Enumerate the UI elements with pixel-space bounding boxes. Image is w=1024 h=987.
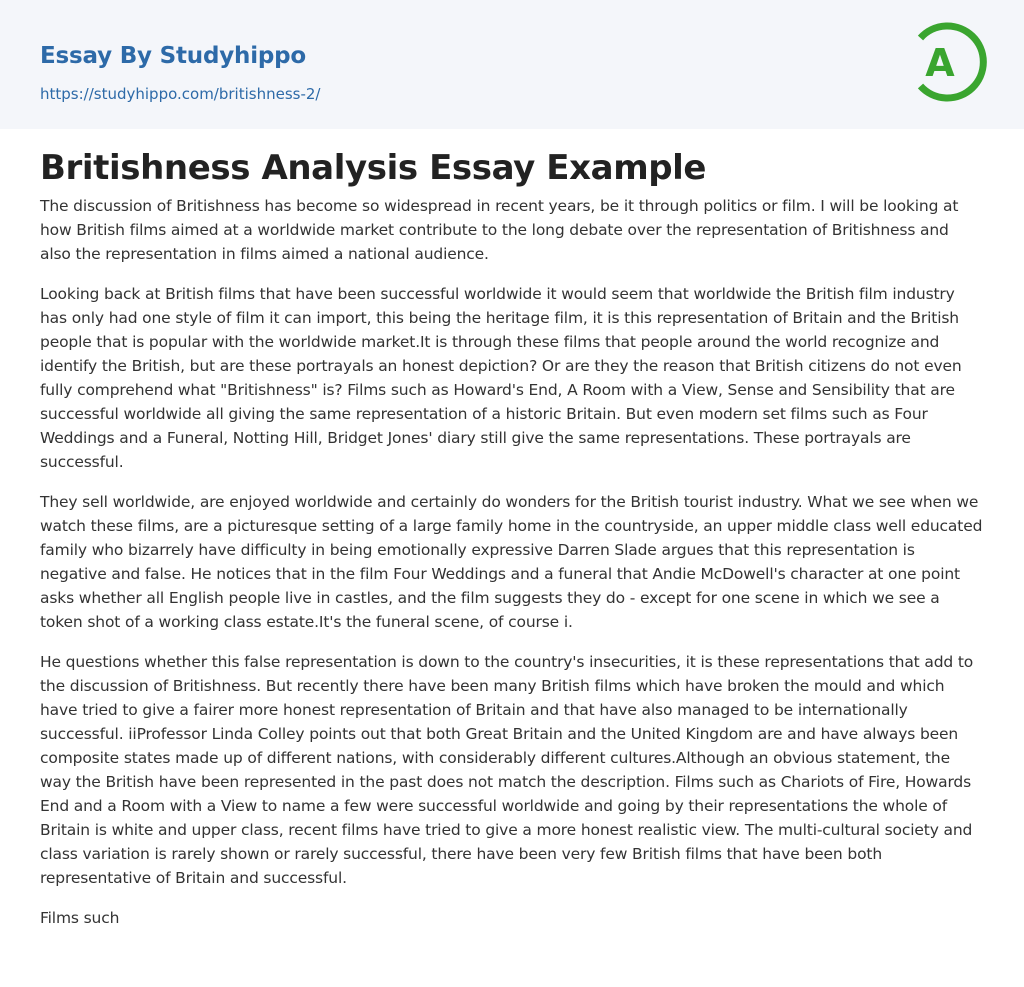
essay-paragraph: Films such — [40, 909, 120, 927]
essay-body — [40, 194, 984, 946]
site-brand[interactable]: Essay By Studyhippo — [40, 43, 307, 69]
essay-paragraph: The discussion of Britishness has become so widespread in recent years, be it through politics or film. I will be looking at how British films aimed at a worldwide market contribute to the long debate over the representation of Britishness and also the representation in films aimed a national audience. — [40, 197, 959, 263]
site-header — [0, 0, 1024, 129]
essay-url-link[interactable]: https://studyhippo.com/britishness-2/ — [40, 85, 321, 103]
essay-paragraph: Looking back at British films that have been successful worldwide it would seem that worldwide the British film industry has only had one style of film it can import, this being the heritage film, it is this representation of Britain and the British people that is popular with the worldwide market.It is through these films that people around the world recognize and identify the British, but are these portrayals an honest depiction? Or are they the reason that British citizens do not even fully comprehend what "Britishness" is? Films such as Howard's End, A Room with a View, Sense and Sensibility that are successful worldwide all giving the same representation of a historic Britain. But even modern set films such as Four Weddings and a Funeral, Notting Hill, Bridget Jones' diary still give the same representations. These portrayals are successful. — [40, 285, 962, 471]
essay-paragraph: He questions whether this false representation is down to the country's insecurities, it is these representations that add to the discussion of Britishness. But recently there have been many British films which have broken the mould and which have tried to give a fairer more honest representation of Britain and that have also managed to be internationally successful. iiProfessor Linda Colley points out that both Great Britain and the United Kingdom are and have always been composite states made up of different nations, with considerably different cultures.Although an obvious statement, the way the British have been represented in the past does not match the description. Films such as Chariots of Fire, Howards End and a Room with a View to name a few were successful worldwide and going by their representations the whole of Britain is white and upper class, recent films have tried to give a more honest realistic view. The multi-cultural society and class variation is rarely shown or rarely successful, there have been very few British films that have been both representative of Britain and successful. — [40, 653, 974, 887]
studyhippo-logo-icon[interactable] — [910, 18, 988, 106]
essay-paragraph: They sell worldwide, are enjoyed worldwide and certainly do wonders for the British tourist industry. What we see when we watch these films, are a picturesque setting of a large family home in the countryside, an upper middle class well educated family who bizarrely have difficulty in being emotionally expressive Darren Slade argues that this representation is negative and false. He notices that in the film Four Weddings and a funeral that Andie McDowell's character at one point asks whether all English people live in castles, and the film suggests they do - except for one scene in which we see a token shot of a working class estate.It's the funeral scene, of course i. — [40, 493, 983, 631]
logo-letter: A — [925, 41, 955, 85]
page-title: Britishness Analysis Essay Example — [40, 148, 707, 188]
